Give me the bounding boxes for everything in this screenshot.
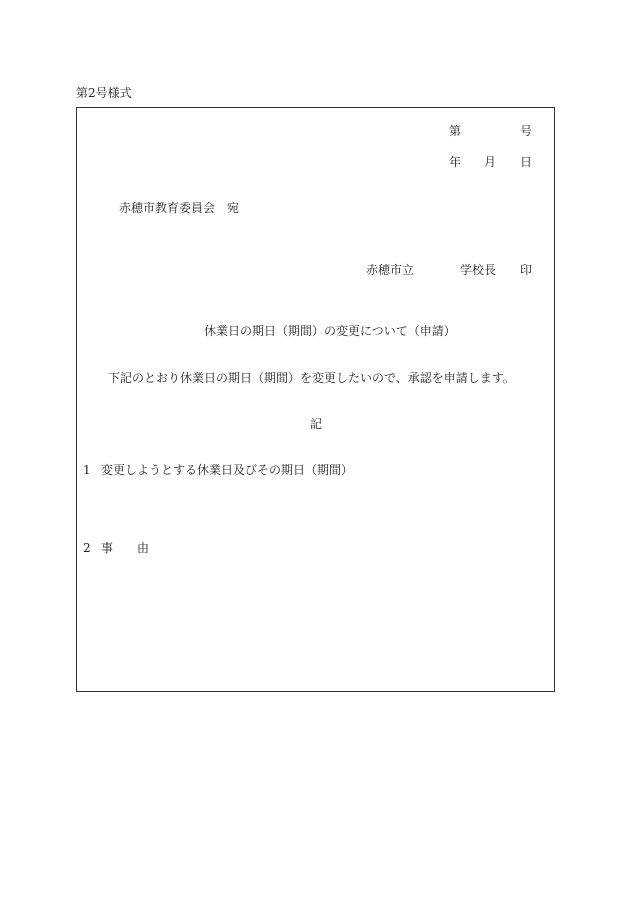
item-1-label: 変更しようとする休業日及びその期日（期間） bbox=[101, 463, 354, 477]
sender-title: 学校長 bbox=[460, 263, 497, 277]
item-1-number: 1 bbox=[83, 463, 91, 477]
document-number-dai: 第 bbox=[449, 124, 462, 138]
date-day: 日 bbox=[520, 155, 533, 169]
body-text: 下記のとおり休業日の期日（期間）を変更したいので、承認を申請します。 bbox=[108, 371, 515, 385]
document-title: 休業日の期日（期間）の変更について（申請） bbox=[204, 324, 456, 338]
document-number-go: 号 bbox=[520, 124, 533, 138]
item-2-number: 2 bbox=[83, 541, 91, 555]
ki-heading: 記 bbox=[310, 417, 323, 431]
item-2-label: 事 由 bbox=[101, 541, 150, 555]
seal-mark: 印 bbox=[520, 263, 533, 277]
form-number-label: 第2号様式 bbox=[76, 86, 132, 100]
addressee: 赤穂市教育委員会 宛 bbox=[119, 201, 240, 215]
form-frame bbox=[76, 107, 555, 692]
sender-school-prefix: 赤穂市立 bbox=[366, 263, 415, 277]
date-month: 月 bbox=[484, 155, 497, 169]
date-year: 年 bbox=[449, 155, 462, 169]
